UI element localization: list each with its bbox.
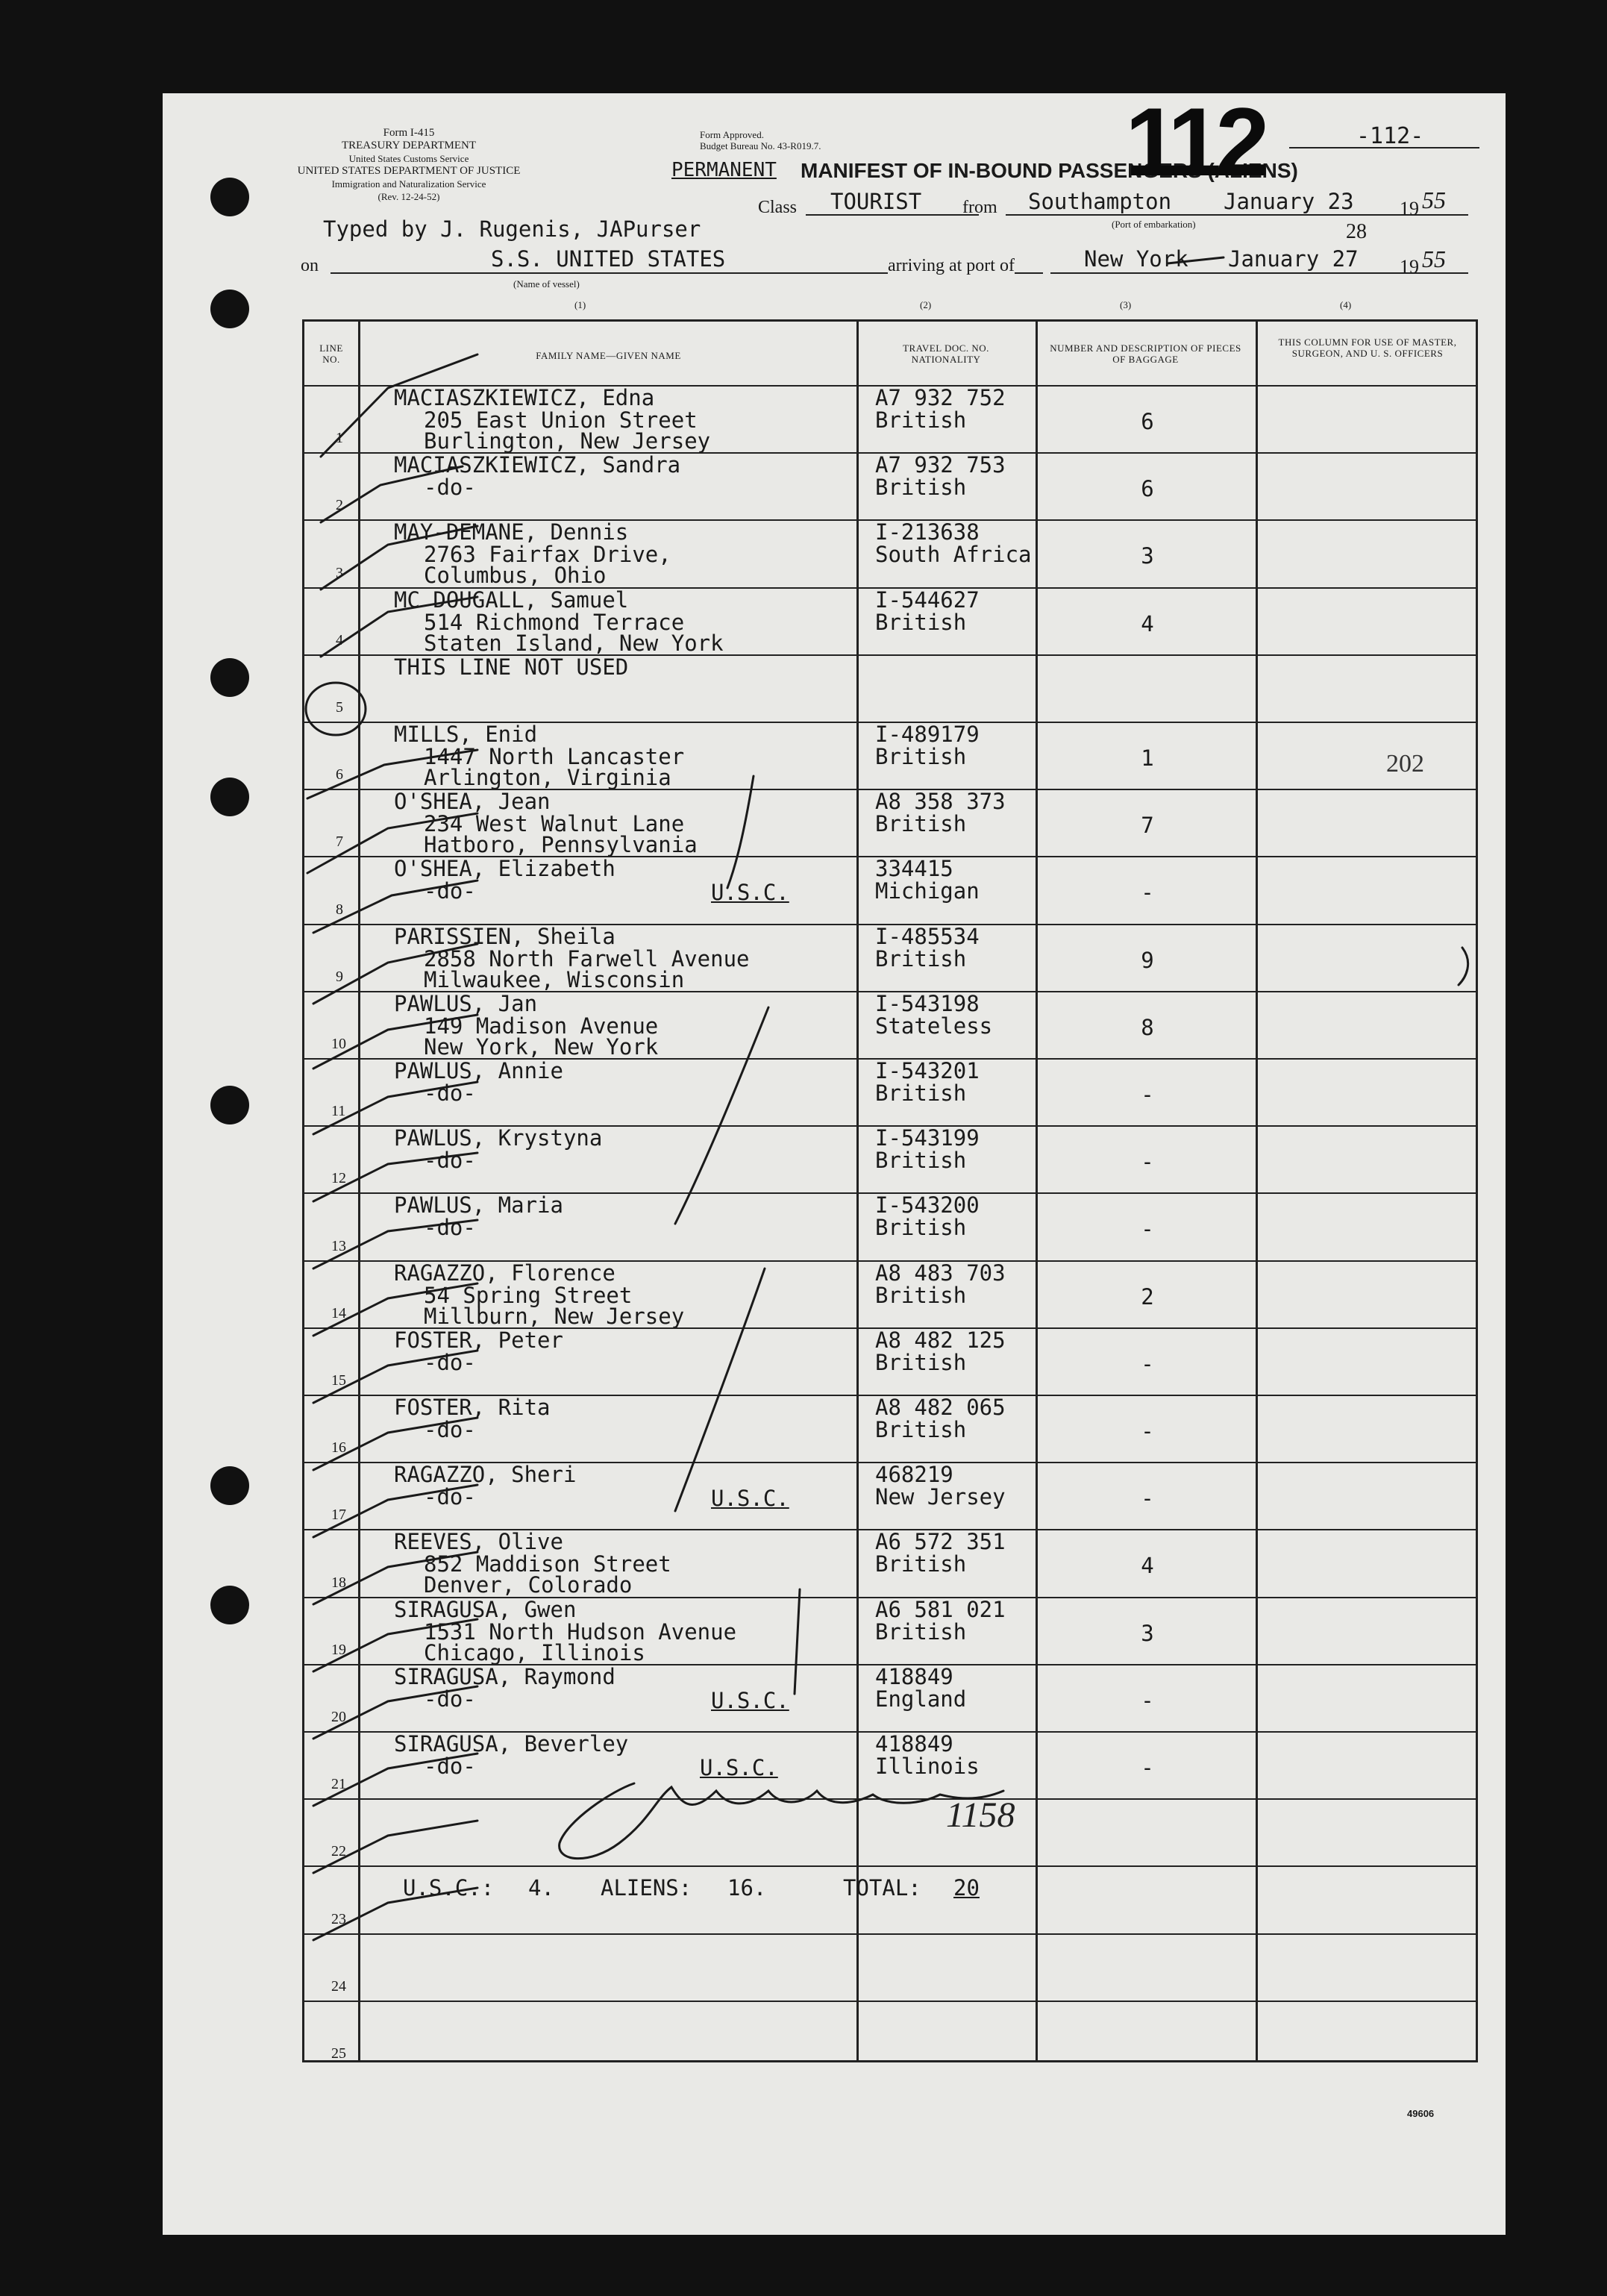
baggage-count: 4: [1141, 610, 1154, 636]
line-number: 10: [331, 1035, 346, 1052]
nationality: British: [875, 1551, 967, 1577]
check-mark: [313, 1552, 477, 1604]
address-line-1: -do-: [424, 1148, 476, 1174]
address-line-1: 234 West Walnut Lane: [424, 811, 685, 837]
check-mark: [313, 1821, 477, 1873]
address-line-1: -do-: [424, 1686, 476, 1712]
line-number: 18: [331, 1574, 346, 1591]
nationality: British: [875, 945, 967, 972]
margin-number: 202: [1386, 750, 1424, 778]
col-num-1: (1): [574, 299, 586, 310]
baggage-count: 3: [1141, 543, 1154, 569]
passenger-name: FOSTER, Rita: [394, 1395, 551, 1420]
address-line-1: 205 East Union Street: [424, 407, 698, 433]
passenger-name: O'SHEA, Jean: [394, 789, 551, 815]
address-line-1: 1447 North Lancaster: [424, 744, 685, 769]
address-line-1: 54 Spring Street: [424, 1282, 633, 1308]
travel-doc-number: A7 932 752: [875, 385, 1006, 410]
totals-usc-label: U.S.C.:: [403, 1875, 495, 1901]
line-number: 16: [331, 1439, 346, 1457]
list-number: -112-: [1356, 123, 1424, 149]
travel-doc-number: A8 358 373: [875, 789, 1006, 815]
vessel-name: S.S. UNITED STATES: [491, 246, 726, 272]
nationality: Stateless: [875, 1013, 993, 1039]
col-num-2: (2): [920, 299, 932, 310]
line-number: 25: [331, 2045, 346, 2062]
address-line-2: Denver, Colorado: [424, 1572, 633, 1598]
passenger-name: FOSTER, Peter: [394, 1327, 563, 1353]
baggage-count: 6: [1141, 409, 1154, 434]
passenger-name: MC DOUGALL, Samuel: [394, 586, 629, 613]
check-mark: [307, 813, 477, 873]
baggage-count: 4: [1141, 1553, 1154, 1579]
address-line-2: Hatboro, Pennsylvania: [424, 832, 698, 858]
nationality: South Africa: [875, 542, 1032, 568]
travel-doc-number: I-543201: [875, 1058, 980, 1083]
bracket-mark: [675, 1269, 765, 1511]
totals-aliens-label: ALIENS:: [601, 1875, 692, 1901]
baggage-count: -: [1141, 1486, 1154, 1512]
line-number: 3: [336, 564, 343, 581]
circle-mark: [306, 683, 366, 735]
passenger-name: PARISSIEN, Sheila: [394, 923, 615, 949]
budget-bureau: Budget Bureau No. 43-R019.7.: [700, 140, 821, 151]
form-approved: Form Approved.: [700, 129, 764, 140]
baggage-count: 9: [1141, 947, 1154, 973]
line-number: 5: [336, 698, 343, 716]
typed-by: Typed by J. Rugenis, JAPurser: [323, 216, 701, 242]
address-line-1: -do-: [424, 475, 476, 501]
line-number: 11: [331, 1103, 346, 1120]
check-mark: [313, 944, 477, 1004]
line-number: 15: [331, 1371, 346, 1389]
check-mark: [313, 880, 477, 933]
line-number: 13: [331, 1237, 346, 1254]
baggage-count: -: [1141, 1351, 1154, 1377]
passenger-name: SIRAGUSA, Raymond: [394, 1663, 615, 1689]
address-line-1: -do-: [424, 1215, 476, 1241]
check-mark: [313, 1888, 477, 1940]
baggage-count: -: [1141, 1216, 1154, 1242]
line-number: 7: [336, 833, 343, 851]
baggage-count: 2: [1141, 1283, 1154, 1310]
address-line-2: New York, New York: [424, 1033, 659, 1060]
baggage-count: 8: [1141, 1014, 1154, 1040]
nationality: Illinois: [875, 1754, 980, 1779]
usc-marker: U.S.C.: [711, 1486, 789, 1512]
nationality: British: [875, 1417, 967, 1442]
nationality: British: [875, 744, 967, 769]
travel-doc-number: A8 482 125: [875, 1327, 1006, 1353]
col-num-4: (4): [1340, 299, 1352, 310]
line-number: 21: [331, 1776, 346, 1793]
travel-doc-number: I-543199: [875, 1125, 980, 1151]
address-line-2: Burlington, New Jersey: [424, 428, 711, 454]
travel-doc-number: I-543198: [875, 990, 980, 1016]
tick-mark: [1459, 948, 1468, 985]
line-number: 4: [336, 631, 343, 648]
address-line-2: Millburn, New Jersey: [424, 1303, 685, 1329]
line-number: 19: [331, 1641, 346, 1658]
travel-doc-number: I-543200: [875, 1192, 980, 1219]
col-num-3: (3): [1120, 299, 1132, 310]
nationality: Michigan: [875, 878, 980, 904]
passenger-name: PAWLUS, Jan: [394, 990, 538, 1016]
travel-doc-number: A6 581 021: [875, 1596, 1006, 1622]
baggage-count: -: [1141, 1149, 1154, 1175]
address-line-1: 149 Madison Avenue: [424, 1013, 659, 1039]
check-mark: [313, 1283, 477, 1336]
port-embark-caption: (Port of embarkation): [1112, 219, 1196, 230]
line-number: 6: [336, 766, 343, 783]
customs-service: United States Customs Service: [348, 153, 469, 164]
travel-doc-number: 468219: [875, 1462, 953, 1488]
address-line-1: 1531 North Hudson Avenue: [424, 1618, 737, 1645]
usc-marker: U.S.C.: [711, 880, 789, 906]
departure-date: January 23: [1224, 189, 1354, 214]
passenger-name: RAGAZZO, Sheri: [394, 1462, 577, 1488]
passenger-name: MILLS, Enid: [394, 722, 538, 747]
address-line-1: -do-: [424, 1417, 476, 1442]
passenger-name: PAWLUS, Maria: [394, 1192, 563, 1219]
check-mark: [307, 750, 477, 798]
line-number: 9: [336, 968, 343, 985]
check-mark: [321, 354, 477, 457]
depart-year-suffix: 55: [1422, 187, 1446, 213]
line-number: 12: [331, 1170, 346, 1187]
strike-mark: [1168, 257, 1224, 263]
check-mark: [321, 466, 463, 522]
totals-total-label: TOTAL:: [843, 1875, 921, 1901]
class-label: Class: [758, 198, 798, 217]
address-line-1: -do-: [424, 1080, 476, 1106]
vessel-caption: (Name of vessel): [513, 278, 580, 290]
baggage-count: -: [1141, 1755, 1154, 1780]
line-number: 1: [336, 430, 343, 447]
address-line-2: Staten Island, New York: [424, 630, 724, 656]
address-line-2: Arlington, Virginia: [424, 765, 671, 790]
check-mark: [313, 1082, 477, 1134]
form-number: Form I-415: [383, 127, 435, 139]
travel-doc-number: A6 572 351: [875, 1529, 1006, 1555]
passenger-name: PAWLUS, Krystyna: [394, 1125, 603, 1151]
class-value: TOURIST: [830, 189, 922, 214]
depart-year-prefix: 19: [1400, 198, 1419, 219]
address-line-1: 2858 North Farwell Avenue: [424, 945, 750, 972]
nationality: British: [875, 1080, 967, 1106]
nationality: New Jersey: [875, 1484, 1006, 1510]
nationality: British: [875, 1215, 967, 1241]
address-line-1: 514 Richmond Terrace: [424, 609, 685, 635]
line-number: 22: [331, 1843, 346, 1860]
line-number: 2: [336, 497, 343, 514]
arrival-year-prefix: 19: [1400, 256, 1419, 278]
baggage-count: -: [1141, 1418, 1154, 1444]
nationality: British: [875, 1148, 967, 1174]
justice-dept: UNITED STATES DEPARTMENT OF JUSTICE: [297, 165, 521, 177]
address-line-1: -do-: [424, 1349, 476, 1375]
travel-doc-number: 334415: [875, 856, 953, 882]
arrival-year-suffix: 55: [1422, 245, 1446, 272]
from-label: from: [962, 198, 997, 217]
usc-marker: U.S.C.: [711, 1687, 789, 1713]
baggage-count: -: [1141, 1082, 1154, 1107]
col-head-name: FAMILY NAME—GIVEN NAME: [536, 350, 681, 361]
baggage-count: -: [1141, 880, 1154, 906]
address-line-2: Chicago, Illinois: [424, 1639, 645, 1665]
passenger-name: REEVES, Olive: [394, 1529, 563, 1555]
nationality: British: [875, 1282, 967, 1308]
travel-doc-number: A8 483 703: [875, 1260, 1006, 1286]
nationality: England: [875, 1686, 967, 1712]
check-mark: [313, 1485, 477, 1537]
totals-aliens-value: 16.: [727, 1875, 767, 1901]
col-head-travel-doc: TRAVEL DOC. NO. NATIONALITY: [903, 342, 989, 365]
treasury-dept: TREASURY DEPARTMENT: [341, 140, 477, 151]
manifest-title: MANIFEST OF IN-BOUND PASSENGERS (ALIENS): [801, 159, 1298, 182]
check-mark: [321, 526, 477, 589]
travel-doc-number: 418849: [875, 1663, 953, 1689]
arrival-date-struck: January 27: [1228, 246, 1359, 272]
baggage-count: 7: [1141, 813, 1154, 839]
passenger-name: MAY-DEMANE, Dennis: [394, 519, 629, 545]
address-line-1: 852 Maddison Street: [424, 1551, 671, 1577]
travel-doc-number: I-489179: [875, 722, 980, 747]
check-mark: [313, 1754, 477, 1806]
travel-doc-number: I-544627: [875, 586, 980, 613]
passenger-name: O'SHEA, Elizabeth: [394, 856, 615, 882]
signature: [560, 1783, 1003, 1859]
check-mark: [321, 597, 477, 657]
bracket-mark: [795, 1589, 800, 1694]
baggage-count: -: [1141, 1687, 1154, 1713]
revision-date: (Rev. 12-24-52): [378, 191, 440, 202]
arriving-label: arriving at port of: [888, 256, 1015, 275]
nationality: British: [875, 609, 967, 635]
travel-doc-number: I-485534: [875, 923, 980, 949]
nationality: British: [875, 1349, 967, 1375]
address-line-2: Columbus, Ohio: [424, 563, 607, 589]
arrival-port: New York: [1084, 246, 1188, 272]
totals-usc-value: 4.: [528, 1875, 554, 1901]
col-head-officers: THIS COLUMN FOR USE OF MASTER, SURGEON, AND U. S. OFFICERS: [1278, 337, 1457, 359]
line-number: 8: [336, 901, 343, 918]
passenger-name: THIS LINE NOT USED: [394, 654, 629, 680]
check-mark: [313, 1015, 477, 1069]
baggage-count: 3: [1141, 1620, 1154, 1646]
arrival-date-corrected: 28: [1346, 220, 1367, 243]
passenger-name: SIRAGUSA, Gwen: [394, 1596, 577, 1622]
bracket-mark: [675, 1007, 768, 1224]
usc-marker: U.S.C.: [700, 1755, 778, 1780]
check-mark: [313, 1686, 477, 1739]
ins-service: Immigration and Naturalization Service: [331, 178, 486, 190]
nationality: British: [875, 1618, 967, 1645]
travel-doc-number: 418849: [875, 1731, 953, 1757]
travel-doc-number: A8 482 065: [875, 1395, 1006, 1420]
port-of-embarkation: Southampton: [1028, 189, 1172, 214]
address-line-1: -do-: [424, 1484, 476, 1510]
check-mark: [313, 1153, 477, 1201]
col-head-line-no: LINE NO.: [319, 342, 343, 365]
line-number: 20: [331, 1708, 346, 1725]
totals-total-value: 20: [953, 1875, 980, 1901]
nationality: British: [875, 811, 967, 837]
passenger-name: PAWLUS, Annie: [394, 1058, 563, 1083]
passenger-name: MACIASZKIEWICZ, Sandra: [394, 452, 681, 478]
line-number: 24: [331, 1977, 346, 1995]
signature-number: 1158: [946, 1795, 1015, 1835]
on-label: on: [301, 256, 319, 275]
baggage-count: 1: [1141, 745, 1154, 771]
line-number: 23: [331, 1910, 346, 1927]
nationality: British: [875, 407, 967, 433]
address-line-2: Milwaukee, Wisconsin: [424, 966, 685, 992]
permanent-label: PERMANENT: [671, 159, 777, 181]
bracket-mark: [727, 776, 754, 888]
check-mark: [313, 1351, 477, 1403]
stamp-number: 112: [1125, 87, 1264, 196]
baggage-count: 6: [1141, 476, 1154, 502]
check-mark: [313, 1418, 477, 1470]
check-mark: [313, 1619, 477, 1671]
col-head-baggage: NUMBER AND DESCRIPTION OF PIECES OF BAGGAGE: [1050, 342, 1241, 365]
address-line-1: -do-: [424, 1754, 476, 1779]
passenger-name: SIRAGUSA, Beverley: [394, 1731, 629, 1757]
passenger-name: MACIASZKIEWICZ, Edna: [394, 385, 655, 410]
address-line-1: 2763 Fairfax Drive,: [424, 542, 671, 568]
line-number: 14: [331, 1304, 346, 1321]
passenger-name: RAGAZZO, Florence: [394, 1260, 615, 1286]
travel-doc-number: A7 932 753: [875, 452, 1006, 478]
address-line-1: -do-: [424, 878, 476, 904]
line-number: 17: [331, 1507, 346, 1524]
nationality: British: [875, 475, 967, 501]
check-mark: [313, 1220, 477, 1269]
form-code: 49606: [1407, 2108, 1435, 2119]
travel-doc-number: I-213638: [875, 519, 980, 545]
